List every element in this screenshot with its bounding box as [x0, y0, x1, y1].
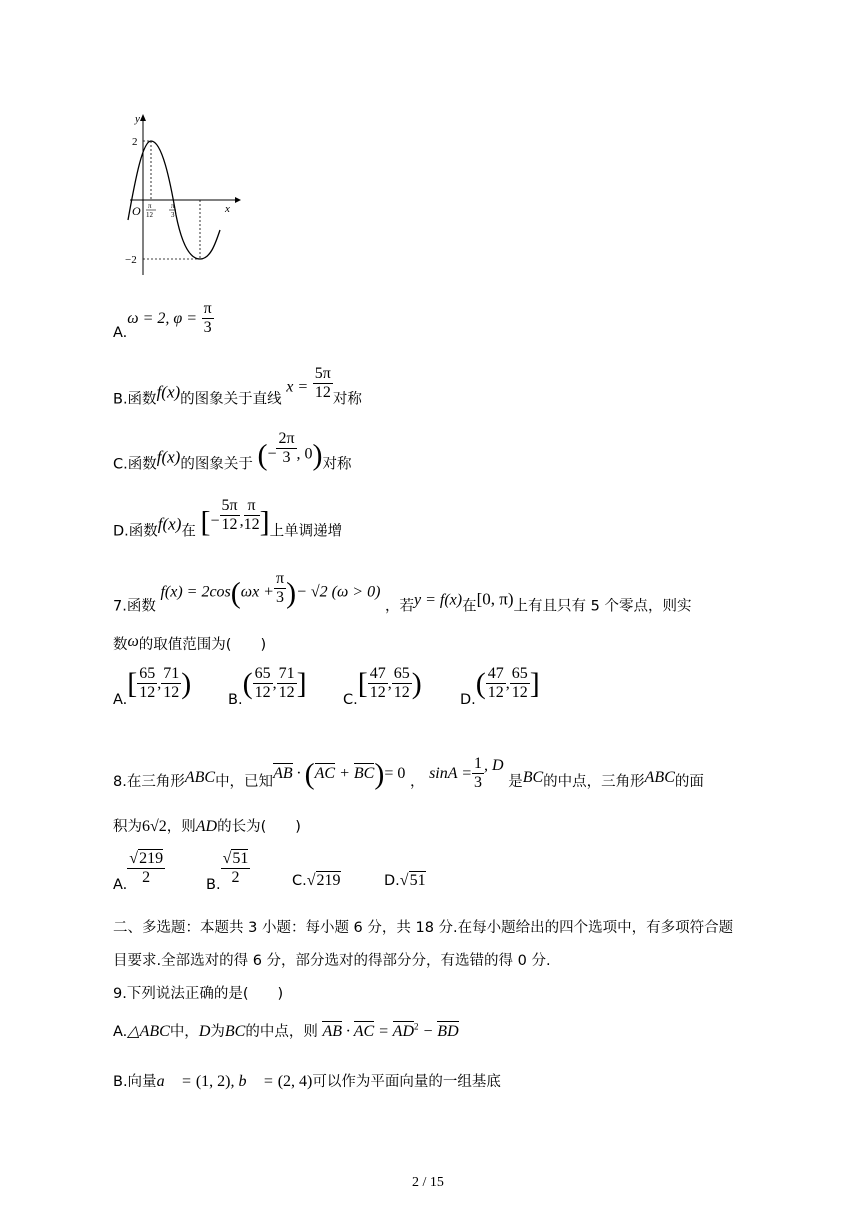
q7-comma-if: ，若 — [385, 598, 414, 615]
q6-option-c: C.函数f(x)的图象关于 (− $\frac{2\pi}{3}$ , 0)对称 — [113, 430, 352, 473]
q8-option-b: B. $\frac{√51}{2}$ — [206, 850, 249, 893]
q7-option-b: B.( $\frac{65}{12}$ , $\frac{71}{12}$ ] — [228, 665, 307, 708]
q7-stem-line1: 7.函数 f(x) = 2cos(ωx + $\frac{\pi}{3}$ )− √2 (ω > 0) ，若y = f(x)在[0, π)上有且只有 5 个零点，则实 — [113, 570, 692, 615]
q6-option-b — [113, 365, 362, 408]
q6-b-fx: f(x) — [156, 382, 181, 402]
q6-option-d: D.函数f(x)在 [− $\frac{5\pi}{12}$ , $\frac{\pi}{12}$ ]上单调递增 — [113, 497, 343, 540]
q6-c-fx: f(x) — [156, 447, 181, 467]
q9-a-vector-expr: AB · AC = $AD^2$ − BD — [322, 1021, 459, 1040]
q6-b-fraction: $\frac{5\pi}{12}$ — [314, 365, 331, 402]
q8-option-a: A. $\frac{√219}{2}$ — [113, 850, 164, 893]
q9-option-a: A.△ABC中，D为BC的中点，则 AB · AC = $AD^2$ − BD — [113, 1021, 459, 1040]
q6-b-label: B.函数 — [113, 391, 157, 408]
q7-omega: ω — [127, 633, 139, 650]
q7-y-eq: y = f(x) — [414, 591, 463, 609]
q6-option-a — [113, 300, 214, 341]
q8-stem-line2: 积为6√2，则AD的长为( ) — [113, 818, 301, 835]
q6-a-label: A. — [113, 324, 128, 341]
q7-func-fraction: $\frac{\pi}{3}$ — [275, 570, 285, 607]
q6-d-fraction1: $\frac{5\pi}{12}$ — [221, 497, 238, 534]
q6-d-fx: f(x) — [157, 514, 182, 534]
q6-c-end: 对称 — [322, 456, 352, 473]
q7-func-left: f(x) = 2cos — [160, 583, 231, 601]
q6-c-fraction: $\frac{2\pi}{3}$ — [278, 430, 295, 467]
page-number: 2 / 15 — [412, 1175, 444, 1190]
q8-stem-line1: 8.在三角形ABC中，已知AB · (AC + BC)= 0 ， sinA = $\frac{1}{3}$ , D 是BC的中点，三角形ABC的面 — [113, 755, 704, 792]
q8-option-d: D.√51 — [384, 872, 426, 889]
q7-interval: [0, π) — [476, 589, 514, 609]
q7-option-a: A.[ $\frac{65}{12}$ , $\frac{71}{12}$ ) — [113, 665, 192, 708]
q7-label: 7.函数 — [113, 598, 156, 615]
y-min-label: −2 — [125, 254, 137, 266]
q9-option-b: B.向量a⃗ = (1, 2), b⃗ = (2, 4)可以作为平面向量的一组基底 — [113, 1073, 501, 1090]
y-max-label: 2 — [132, 136, 138, 148]
q7-option-d: D.( $\frac{47}{12}$ , $\frac{65}{12}$ ] — [460, 665, 540, 708]
q9-label: 9.下列说法正确的是( ) — [113, 986, 284, 1002]
section2-line1: 二、多选题：本题共 3 小题：每小题 6 分，共 18 分.在每小题给出的四个选项中，有多项符合题 — [113, 920, 734, 936]
q7-stem-line2: 数ω的取值范围为( ) — [113, 633, 267, 653]
q7-option-c: C.[ $\frac{47}{12}$ , $\frac{65}{12}$ ) — [343, 665, 422, 708]
x-tick2-den: 3 — [171, 211, 175, 219]
q6-d-end: 上单调递增 — [269, 523, 343, 540]
q7-in: 在 — [462, 598, 477, 615]
q6-b-end: 对称 — [332, 391, 362, 408]
q6-b-mid: 的图象关于直线 — [180, 391, 282, 408]
q6-d-label: D.函数 — [113, 523, 158, 540]
x-tick1-num: π — [148, 202, 152, 210]
q9-b-vectors: a⃗ = (1, 2), b⃗ = (2, 4) — [156, 1073, 313, 1090]
x-axis-label: x — [225, 203, 230, 215]
sine-graph — [110, 105, 250, 280]
q7-tail: 上有且只有 5 个零点，则实 — [513, 598, 692, 615]
origin-label: O — [132, 204, 141, 218]
x-tick2-num: π — [171, 202, 175, 210]
q8-label: 8.在三角形 — [113, 773, 185, 790]
q6-c-mid: 的图象关于 — [180, 456, 253, 473]
q8-option-c: C.√219 — [292, 872, 341, 889]
q6-d-fraction2: $\frac{\pi}{12}$ — [243, 497, 260, 534]
q7-func-inner: ωx + — [240, 583, 274, 601]
q8-area: 6√2 — [142, 818, 167, 835]
q7-func-right: − √2 (ω > 0) — [296, 583, 381, 601]
q6-b-eq: x = — [286, 378, 309, 396]
y-axis-label: y — [135, 113, 140, 125]
section2-line2: 目要求.全部选对的得 6 分，部分选对的得部分分，有选错的得 0 分. — [113, 953, 551, 969]
x-tick1-den: 12 — [146, 211, 153, 219]
q8-vector-expr: AB · (AC + BC) — [273, 757, 385, 791]
q6-d-mid: 在 — [181, 523, 196, 540]
q6-a-fraction: $\frac{\pi}{3}$ — [203, 300, 212, 337]
q6-c-label: C.函数 — [113, 456, 157, 473]
q6-a-text: ω = 2, φ = — [127, 309, 198, 327]
